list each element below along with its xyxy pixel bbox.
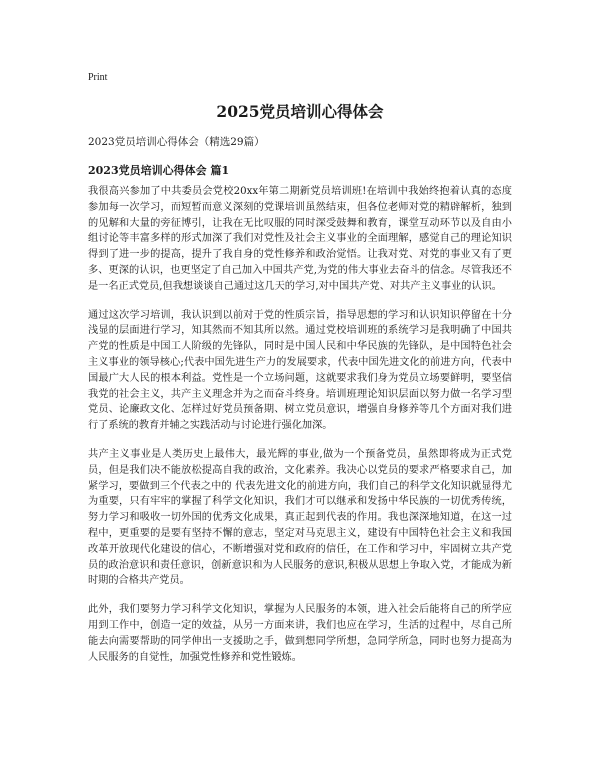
print-label: Print <box>88 72 108 83</box>
paragraph: 我很高兴参加了中共委员会党校20xx年第二期新党员培训班!在培训中我始终抱着认真的态度参加每一次学习，而短暂而意义深刻的党课培训虽然结束，但各位老师对党的精辟解析，独到的见解和大量的旁征博引，让我在无比叹服的同时深受鼓舞和教育，课堂互动环节以及自由小组讨论等丰富多样的形式加深了我们对党性及社会主义事业的全面理解，感觉自己的理论知识得到了进一步的提高，提升了我自身的党性修养和政治觉悟。让我对党、对党的事业又有了更多、更深的认识，也更坚定了自己加入中国共产党,为党的伟大事业去奋斗的信念。尽管我还不是一名正式党员,但我想谈谈自己通过这几天的学习,对中国共产党、对共产主义事业的认识。 <box>88 186 512 292</box>
document-subtitle: 2023党员培训心得体会（精选29篇） <box>88 136 265 148</box>
article-body <box>88 184 512 678</box>
paragraph: 通过这次学习培训，我认识到以前对于党的性质宗旨，指导思想的学习和认识知识停留在十分浅显的层面进行学习，知其然而不知其所以然。通过党校培训班的系统学习是我明确了中国共产党的性质是中国工人阶级的先锋队，同时是中国人民和中华民族的先锋队，是中国特色社会主义事业的领导核心;代表中国先进生产力的发展要求，代表中国先进文化的前进方向，代表中国最广大人民的根本利益。党性是一个立场问题，这就要求我们身为党员立场要鲜明，要坚信我党的社会主义，共产主义理念并为之而奋斗终身。培训班理论知识层面以努力做一名学习型党员、论廉政文化、怎样过好党员预备期、树立党员意识，增强自身修养等几个方面对我们进行了系统的教育并辅之实践活动与讨论进行强化加深。 <box>88 309 512 432</box>
page-title: 2025党员培训心得体会 <box>216 102 384 121</box>
paragraph: 此外，我们要努力学习科学文化知识，掌握为人民服务的本领，进入社会后能将自己的所学应用到工作中，创造一定的效益，从另一方面来讲，我们也应在学习，生活的过程中，尽自己所能去向需要帮助的同学伸出一支援助之手，做到想同学所想，急同学所急，同时也努力提高为人民服务的自觉性，加强党性修养和党性锻炼。 <box>88 604 512 663</box>
section-heading: 2023党员培训心得体会 篇1 <box>88 164 230 177</box>
paragraph: 共产主义事业是人类历史上最伟大，最光辉的事业,做为一个预备党员，虽然即将成为正式党员，但是我们决不能放松提高自我的政治，文化素养。我决心以党员的要求严格要求自己，加紧学习，要做到三个代表之中的 代表先进文化的前进方向，我们自己的科学文化知识就显得尤为重要，只有牢牢的掌握了科学文化知识，我们才可以继承和发扬中华民族的一切优秀传统，努力学习和吸收一切外国的优秀文化成果，真正起到代表的作用。我也深深地知道，在这一过程中，更重要的是要有坚持不懈的意志，坚定对马克思主义，建设有中国特色社会主义和我国改革开放现代化建设的信心，不断增强对党和政府的信任，在工作和学习中，牢固树立共产党员的政治意识和责任意识，创新意识和为人民服务的意识,积极从思想上争取入党，才能成为新时期的合格共产党员。 <box>88 448 512 587</box>
